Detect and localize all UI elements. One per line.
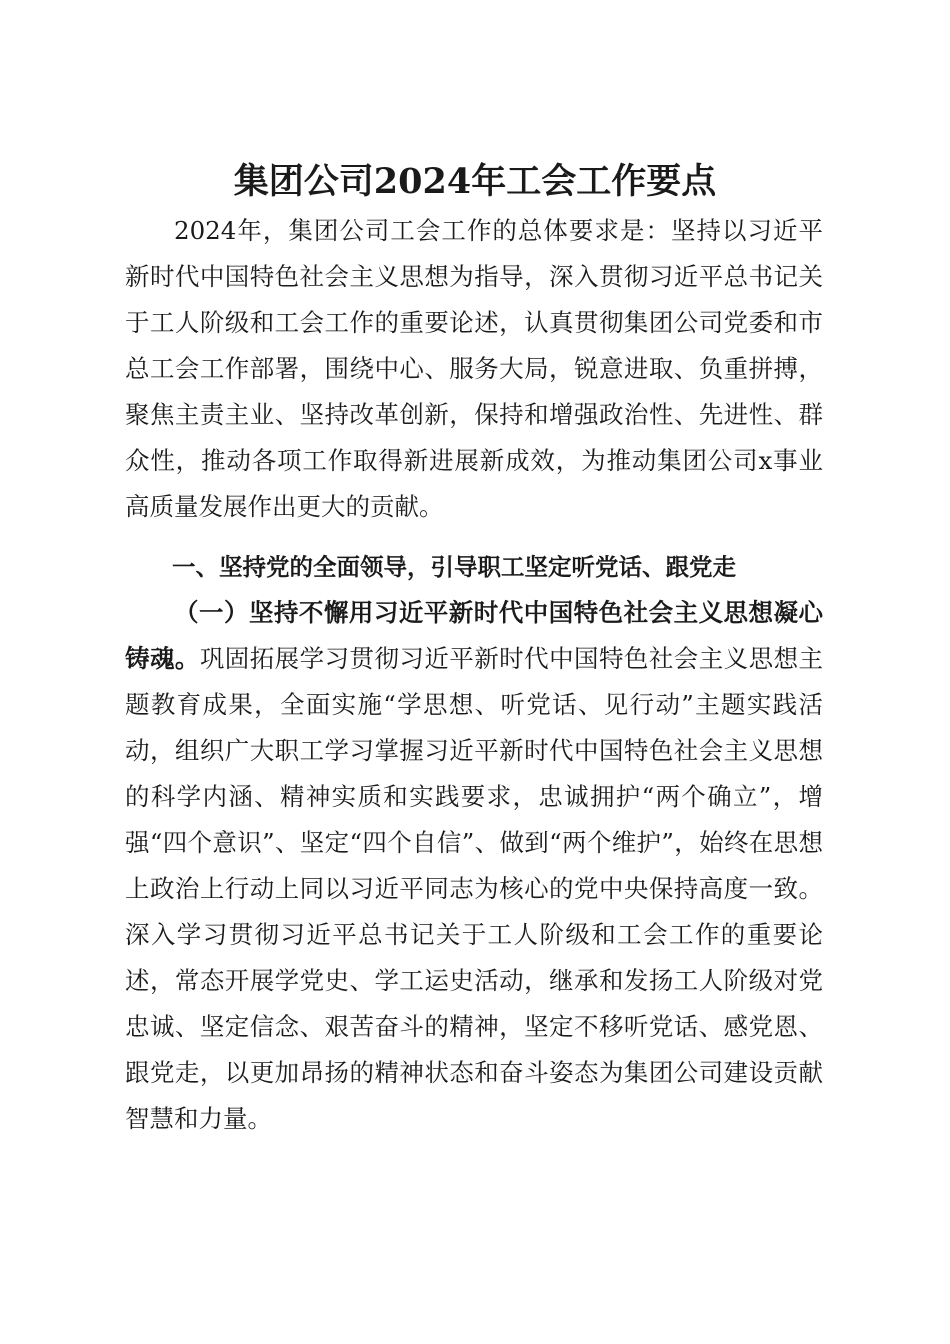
section-1-item-1-subheading: （一）坚持不懈用习近平新时代中国特色社会主义思想凝心铸魂。 [125, 598, 823, 673]
section-1-heading: 一、坚持党的全面领导，引导职工坚定听党话、跟党走 [172, 553, 736, 581]
intro-paragraph: 2024年，集团公司工会工作的总体要求是：坚持以习近平新时代中国特色社会主义思想为指导，深入贯彻习近平总书记关于工人阶级和工会工作的重要论述，认真贯彻集团公司党委和市总工会工作部署，围绕中心、服务大局，锐意进取、负重拼搏，聚焦主责主业、坚持改革创新，保持和增强政治性、先进性、群众性，推动各项工作取得新进展新成效，为推动集团公司x事业高质量发展作出更大的贡献。 [125, 216, 823, 521]
section-1-item-1-body: 巩固拓展学习贯彻习近平新时代中国特色社会主义思想主题教育成果，全面实施“学思想、听党话、见行动”主题实践活动，组织广大职工学习掌握习近平新时代中国特色社会主义思想的科学内涵、精神实质和实践要求，忠诚拥护“两个确立”，增强“四个意识”、坚定“四个自信”、做到“两个维护”，始终在思想上政治上行动上同以习近平同志为核心的党中央保持高度一致。深入学习贯彻习近平总书记关于工人阶级和工会工作的重要论述，常态开展学党史、学工运史活动，继承和发扬工人阶级对党忠诚、坚定信念、艰苦奋斗的精神，坚定不移听党话、感党恩、跟党走，以更加昂扬的精神状态和奋斗姿态为集团公司建设贡献智慧和力量。 [125, 644, 824, 1133]
document-title: 集团公司2024年工会工作要点 [233, 161, 717, 203]
section-1-item-1-paragraph [125, 590, 823, 1142]
